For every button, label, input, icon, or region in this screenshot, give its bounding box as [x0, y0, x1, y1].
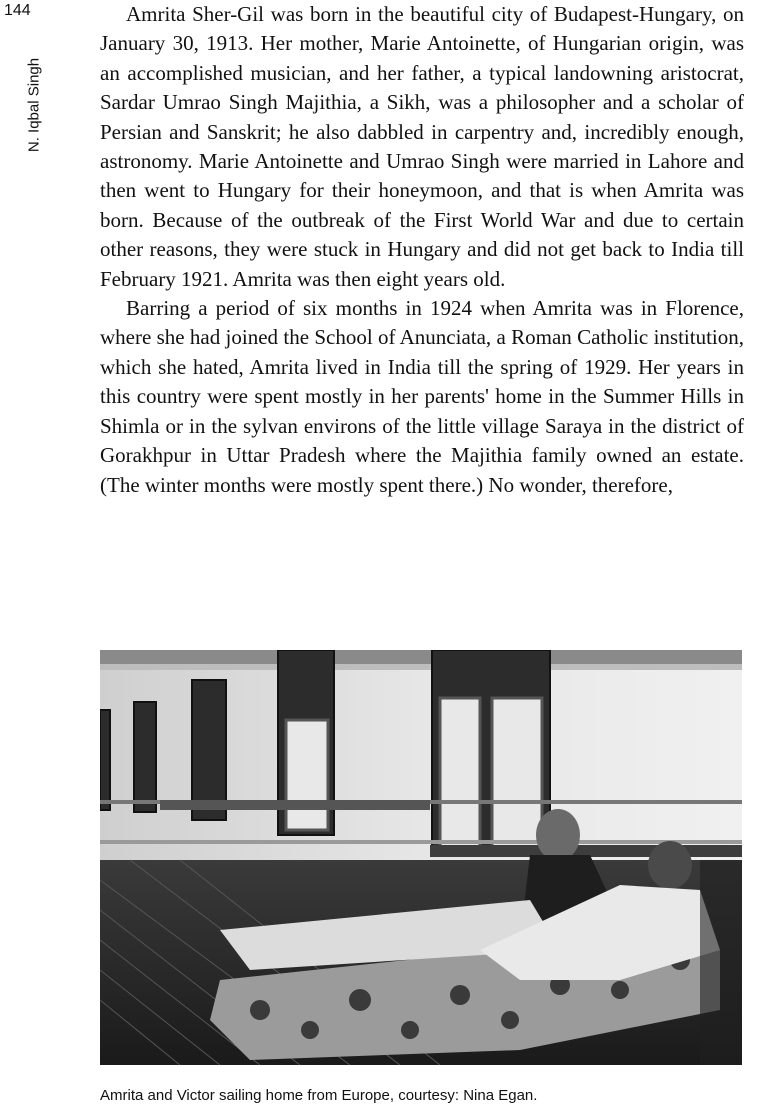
page-number: 144	[4, 2, 31, 19]
photograph-illustration	[100, 650, 742, 1065]
running-head-container	[22, 40, 46, 170]
body-text	[100, 0, 744, 500]
running-head: N. Iqbal Singh	[25, 57, 43, 153]
photograph	[100, 650, 742, 1065]
paragraph: Barring a period of six months in 1924 when Amrita was in Florence, where she had joined the School of Anunciata, a Roman Catholic institution, which she hated, Amrita lived in India till the spring of 1929. Her years in this country were spent mostly in her parents' home in the Summer Hills in Shimla or in the sylvan environs of the little village Saraya in the district of Gorakhpur in Uttar Pradesh where the Majithia family owned an estate. (The winter months were mostly spent there.) No wonder, therefore,	[100, 296, 744, 497]
paragraph: Amrita Sher-Gil was born in the beautiful city of Budapest-Hungary, on January 30, 1913. Her mother, Marie Antoinette, of Hungarian origin, was an accomplished musician, and her father, a typical landowning aristocrat, Sardar Umrao Singh Majithia, a Sikh, was a philosopher and a scholar of Persian and Sanskrit; he also dabbled in carpentry and, incredibly enough, astronomy. Marie Antoinette and Umrao Singh were married in Lahore and then went to Hungary for their honeymoon, and that is when Amrita was born. Because of the outbreak of the First World War and due to certain other reasons, they were stuck in Hungary and did not get back to India till February 1921. Amrita was then eight years old.	[100, 2, 744, 291]
figure-caption: Amrita and Victor sailing home from Europe, courtesy: Nina Egan.	[100, 1087, 538, 1104]
